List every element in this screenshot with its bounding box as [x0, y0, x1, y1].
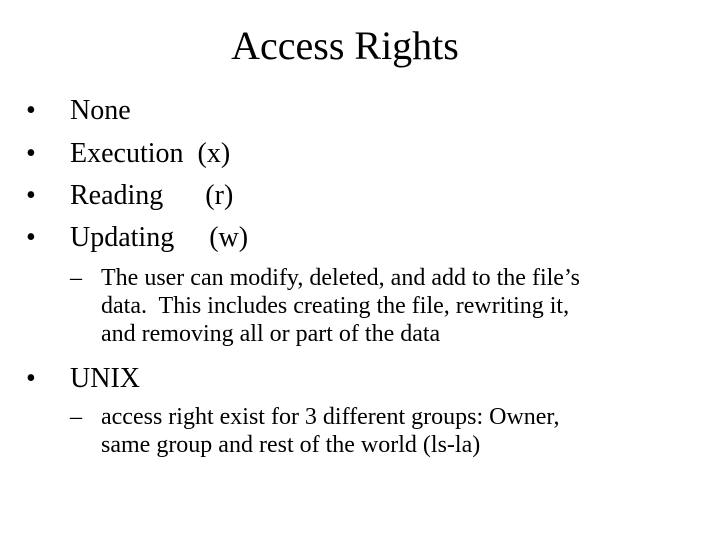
- bullet-text: UNIX: [70, 363, 140, 394]
- sub-bullet-marker: –: [70, 265, 82, 291]
- sub-bullet-line: same group and rest of the world (ls-la): [101, 432, 481, 458]
- bullet-text: Updating (w): [70, 222, 249, 253]
- sub-bullet-line: data. This includes creating the file, rewriting it,: [101, 293, 570, 319]
- bullet-item-unix: [0, 362, 140, 498]
- sub-bullet-line: and removing all or part of the data: [101, 321, 441, 347]
- bullet-text: Execution (x): [70, 138, 231, 169]
- bullet-text: Reading (r): [70, 180, 234, 211]
- sub-bullet-text: [101, 264, 711, 348]
- sub-bullet-line: access right exist for 3 different groups: Owner,: [101, 404, 560, 430]
- bullet-marker: •: [26, 138, 36, 169]
- bullet-item-updating: [0, 221, 249, 357]
- bullet-marker: •: [26, 222, 36, 253]
- bullet-text: None: [70, 95, 131, 126]
- sub-bullet-text: [101, 403, 711, 459]
- sub-bullet-line: The user can modify, deleted, and add to the file’s: [101, 265, 580, 291]
- slide-title: Access Rights: [231, 23, 459, 68]
- bullet-marker: •: [26, 363, 36, 394]
- sub-bullet-marker: –: [70, 404, 82, 430]
- bullet-marker: •: [26, 95, 36, 126]
- bullet-marker: •: [26, 180, 36, 211]
